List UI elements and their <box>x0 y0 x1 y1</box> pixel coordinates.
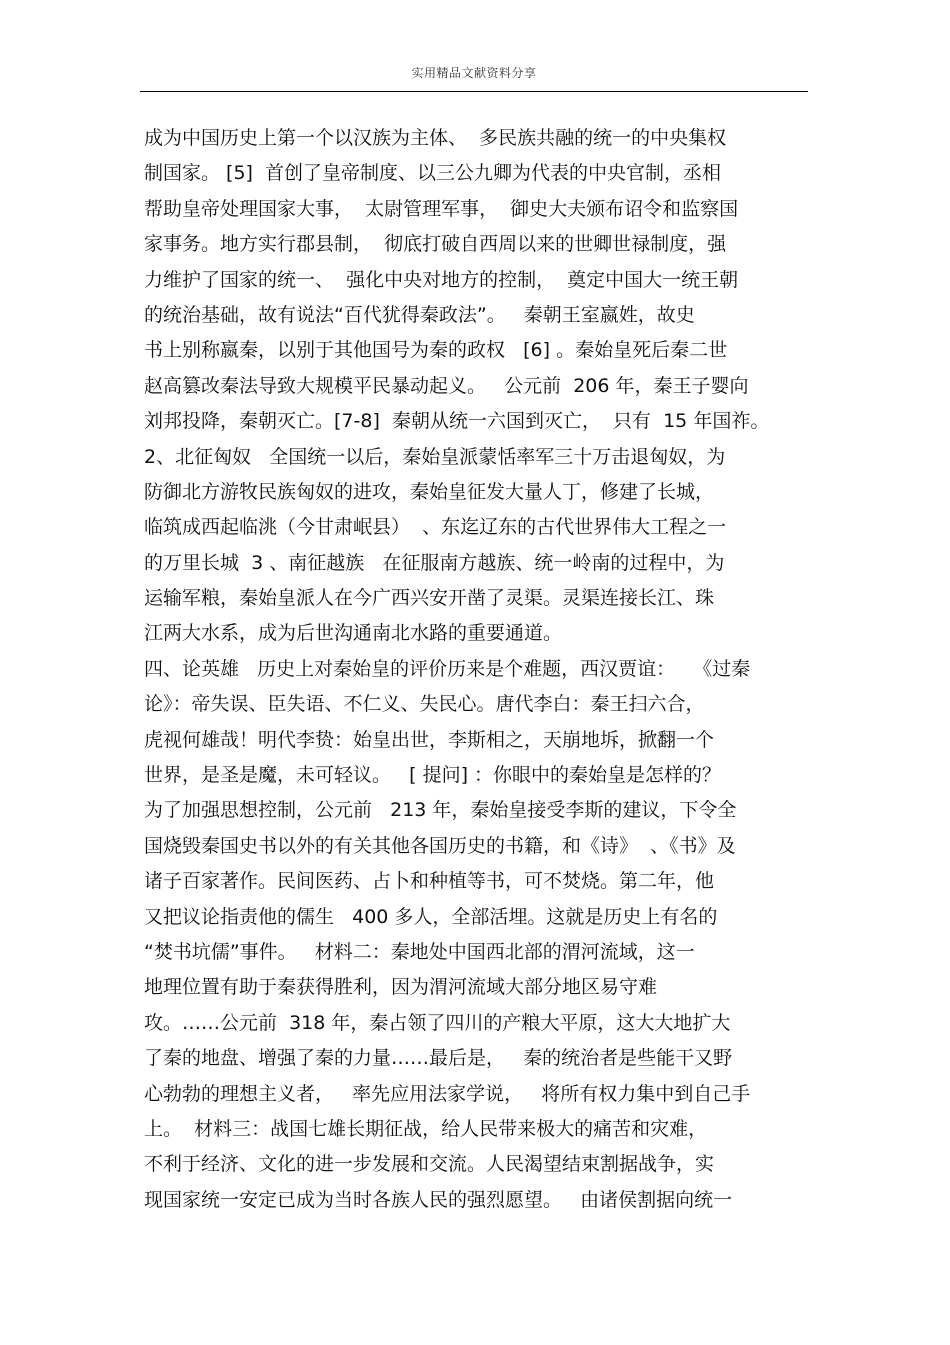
text-line: 国烧毁秦国史书以外的有关其他各国历史的书籍，和《诗》 、《书》及 <box>144 834 736 857</box>
text-line: 2、北征匈奴 全国统一以后，秦始皇派蒙恬率军三十万击退匈奴，为 <box>144 445 726 468</box>
text-line: “焚书坑儒”事件。 材料二：秦地处中国西北部的渭河流域，这一 <box>144 940 695 963</box>
text-line: 不利于经济、文化的进一步发展和交流。人民渴望结束割据战争，实 <box>144 1153 715 1176</box>
page-header: 实用精品文献资料分享 <box>411 66 537 80</box>
text-line: 江两大水系，成为后世沟通南北水路的重要通道。 <box>144 622 563 645</box>
text-line: 家事务。地方实行郡县制， 彻底打破自西周以来的世卿世禄制度，强 <box>144 233 727 256</box>
text-line: 世界，是圣是魔，未可轻议。 [ 提问] ：你眼中的秦始皇是怎样的？ <box>144 764 722 787</box>
header-divider <box>140 91 808 92</box>
text-line: 帮助皇帝处理国家大事， 太尉管理军事， 御史大夫颁布诏令和监察国 <box>144 197 739 220</box>
text-line: 制国家。 [5] 首创了皇帝制度、以三公九卿为代表的中央官制，丞相 <box>144 162 722 185</box>
text-line: 心勃勃的理想主义者， 率先应用法家学说， 将所有权力集中到自己手 <box>144 1082 751 1105</box>
document-body <box>144 121 814 1218</box>
text-line: 上。 材料三：战国七雄长期征战，给人民带来极大的痛苦和灾难， <box>144 1117 708 1140</box>
text-line: 的统治基础，故有说法“百代犹得秦政法”。 秦朝王室嬴姓，故史 <box>144 303 695 326</box>
text-line: 书上别称嬴秦，以别于其他国号为秦的政权 [6] 。秦始皇死后秦二世 <box>144 339 728 362</box>
text-line: 的万里长城 3 、南征越族 在征服南方越族、统一岭南的过程中，为 <box>144 551 725 574</box>
text-line: 赵高篡改秦法导致大规模平民暴动起义。 公元前 206 年，秦王子婴向 <box>144 374 749 397</box>
text-line: 刘邦投降，秦朝灭亡。[7-8] 秦朝从统一六国到灭亡， 只有 15 年国祚。 <box>144 410 770 433</box>
text-line: 又把议论指责他的儒生 400 多人，全部活埋。这就是历史上有名的 <box>144 905 718 928</box>
text-line: 论》：帝失误、臣失语、不仁义、失民心。唐代李白：秦王扫六合， <box>144 693 705 716</box>
text-line: 现国家统一安定已成为当时各族人民的强烈愿望。 由诸侯割据向统一 <box>144 1188 733 1211</box>
text-line: 诸子百家著作。民间医药、占卜和种植等书，可不焚烧。第二年，他 <box>144 870 715 893</box>
text-line: 防御北方游牧民族匈奴的进攻，秦始皇征发大量人丁，修建了长城， <box>144 480 715 503</box>
text-line: 了秦的地盘、增强了秦的力量……最后是， 秦的统治者是些能干又野 <box>144 1047 733 1070</box>
text-line: 临筑成西起临洮（今甘肃岷县） 、东迄辽东的古代世界伟大工程之一 <box>144 516 727 539</box>
text-line: 成为中国历史上第一个以汉族为主体、 多民族共融的统一的中央集权 <box>144 127 727 149</box>
text-line: 攻。……公元前 318 年，秦占领了四川的产粮大平原，这大大地扩大 <box>144 1011 731 1034</box>
text-line: 力维护了国家的统一、 强化中央对地方的控制， 奠定中国大一统王朝 <box>144 268 739 291</box>
text-line: 地理位置有助于秦获得胜利，因为渭河流域大部分地区易守难 <box>144 976 658 999</box>
text-line: 运输军粮，秦始皇派人在今广西兴安开凿了灵渠。灵渠连接长江、珠 <box>144 587 715 610</box>
text-line: 为了加强思想控制，公元前 213 年，秦始皇接受李斯的建议，下令全 <box>144 799 737 822</box>
text-line: 虎视何雄哉！明代李贽：始皇出世，李斯相之，天崩地坼，掀翻一个 <box>144 728 715 751</box>
text-line: 四、论英雄 历史上对秦始皇的评价历来是个难题，西汉贾谊： 《过秦 <box>144 657 751 680</box>
